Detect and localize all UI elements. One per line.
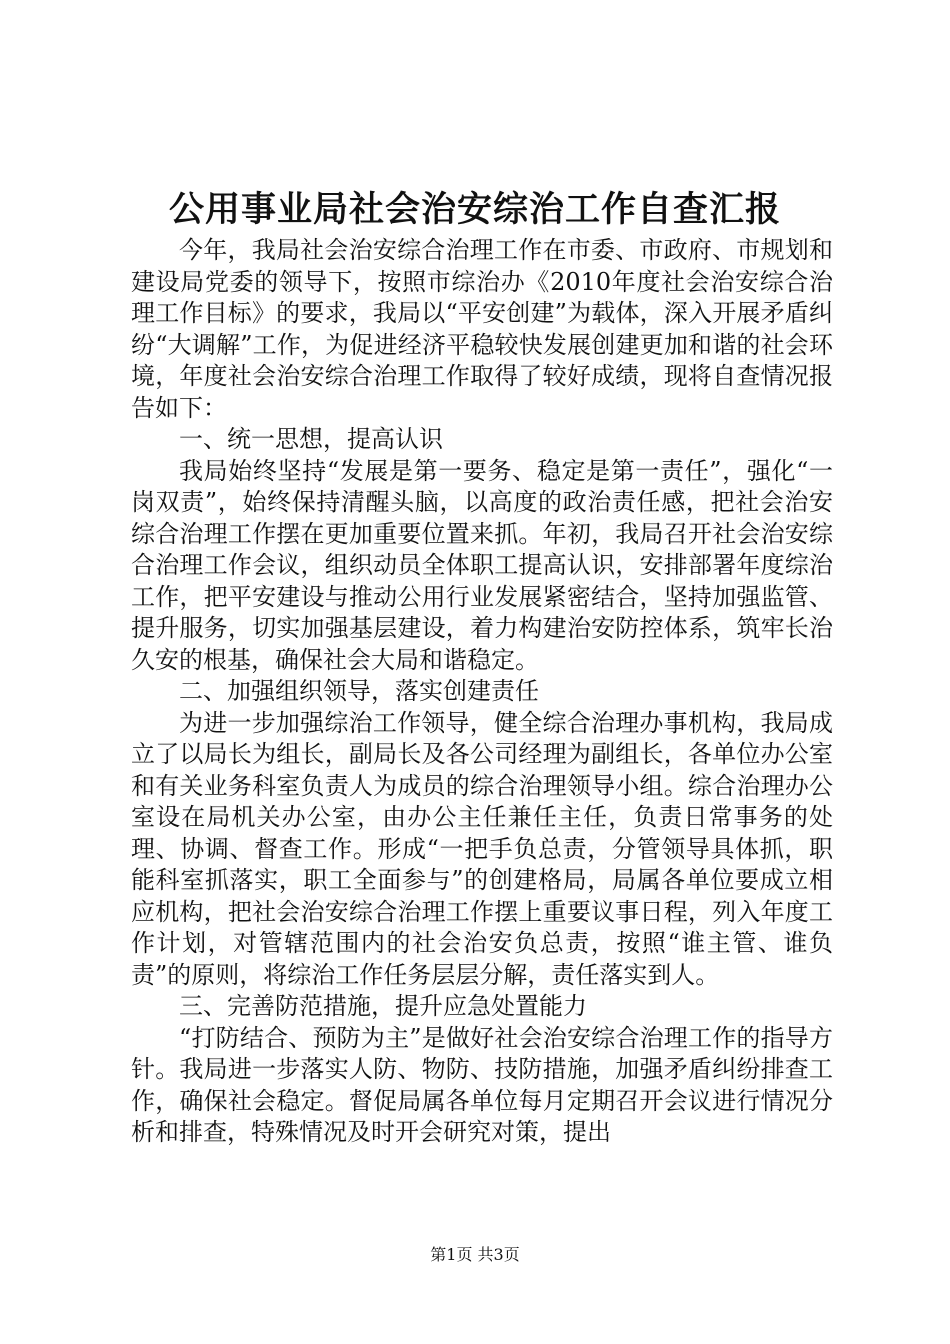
paragraph-section-1: 我局始终坚持“发展是第一要务、稳定是第一责任”，强化“一岗双责”，始终保持清醒头脑，以高度的政治责任感，把社会治安综合治理工作摆在更加重要位置来抓。年初，我局召开社会治安综合治理工作会议，组织动员全体职工提高认识，安排部署年度综治工作，把平安建设与推动公用行业发展紧密结合，坚持加强监管、提升服务，切实加强基层建设，着力构建治安防控体系，筑牢长治久安的根基，确保社会大局和谐稳定。 [131, 456, 833, 674]
paragraph-intro: 今年，我局社会治安综合治理工作在市委、市政府、市规划和建设局党委的领导下，按照市综治办《2010年度社会治安综合治理工作目标》的要求，我局以“平安创建”为载体，深入开展矛盾纠纷“大调解”工作，为促进经济平稳较快发展创建更加和谐的社会环境，年度社会治安综合治理工作取得了较好成绩，现将自查情况报告如下： [131, 236, 833, 422]
section-heading-1: 一、统一思想，提高认识 [179, 425, 443, 453]
paragraph-section-3: “打防结合、预防为主”是做好社会治安综合治理工作的指导方针。我局进一步落实人防、物防、技防措施，加强矛盾纠纷排查工作，确保社会稳定。督促局属各单位每月定期召开会议进行情况分析和排查，特殊情况及时开会研究对策，提出 [131, 1023, 833, 1146]
section-heading-3: 三、完善防范措施，提升应急处置能力 [179, 992, 587, 1020]
paragraph-section-2: 为进一步加强综治工作领导，健全综合治理办事机构，我局成立了以局长为组长，副局长及各公司经理为副组长，各单位办公室和有关业务科室负责人为成员的综合治理领导小组。综合治理办公室设在局机关办公室，由办公主任兼任主任，负责日常事务的处理、协调、督查工作。形成“一把手负总责，分管领导具体抓，职能科室抓落实，职工全面参与”的创建格局，局属各单位要成立相应机构，把社会治安综合治理工作摆上重要议事日程，列入年度工作计划，对管辖范围内的社会治安负总责，按照“谁主管、谁负责”的原则，将综治工作任务层层分解，责任落实到人。 [131, 708, 833, 989]
document-body [131, 235, 833, 1149]
section-heading-2: 二、加强组织领导，落实创建责任 [179, 677, 539, 705]
page-number-footer: 第1页 共3页 [430, 1245, 520, 1264]
document-title: 公用事业局社会治安综治工作自查汇报 [168, 190, 781, 230]
